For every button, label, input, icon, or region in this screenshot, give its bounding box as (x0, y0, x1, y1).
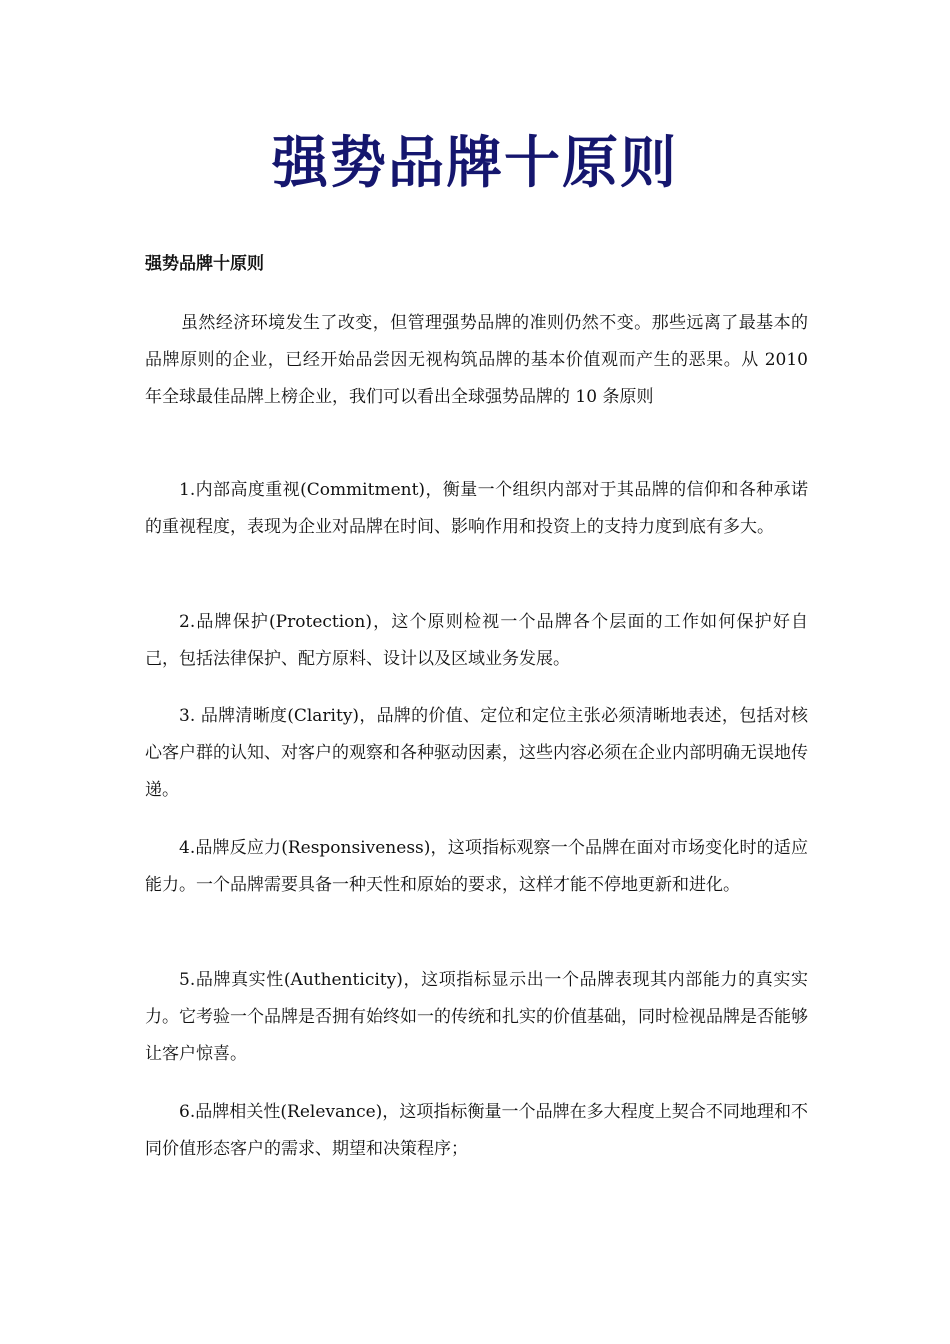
intro-paragraph: 虽然经济环境发生了改变，但管理强势品牌的准则仍然不变。那些远离了最基本的品牌原则的企业，已经开始品尝因无视构筑品牌的基本价值观而产生的恶果。从 2010 年全球最佳品牌上榜企业，我们可以看出全球强势品牌的 10 条原则 (145, 313, 808, 407)
principle-2-paragraph: 2.品牌保护(Protection)，这个原则检视一个品牌各个层面的工作如何保护好自己，包括法律保护、配方原料、设计以及区域业务发展。 (145, 612, 808, 669)
section-heading: 强势品牌十原则 (145, 254, 264, 274)
principle-3-paragraph: 3. 品牌清晰度(Clarity)，品牌的价值、定位和定位主张必须清晰地表述，包括对核心客户群的认知、对客户的观察和各种驱动因素，这些内容必须在企业内部明确无误地传递。 (145, 706, 808, 800)
principle-4-paragraph: 4.品牌反应力(Responsiveness)，这项指标观察一个品牌在面对市场变化时的适应能力。一个品牌需要具备一种天性和原始的要求，这样才能不停地更新和进化。 (145, 838, 808, 895)
document-title: 强势品牌十原则 (272, 131, 678, 196)
principle-6-paragraph: 6.品牌相关性(Relevance)，这项指标衡量一个品牌在多大程度上契合不同地理和不同价值形态客户的需求、期望和决策程序； (145, 1102, 808, 1159)
principle-5-paragraph: 5.品牌真实性(Authenticity)，这项指标显示出一个品牌表现其内部能力的真实实力。它考验一个品牌是否拥有始终如一的传统和扎实的价值基础，同时检视品牌是否能够让客户惊喜。 (145, 970, 808, 1064)
principle-1-paragraph: 1.内部高度重视(Commitment)，衡量一个组织内部对于其品牌的信仰和各种承诺的重视程度，表现为企业对品牌在时间、影响作用和投资上的支持力度到底有多大。 (145, 480, 808, 537)
